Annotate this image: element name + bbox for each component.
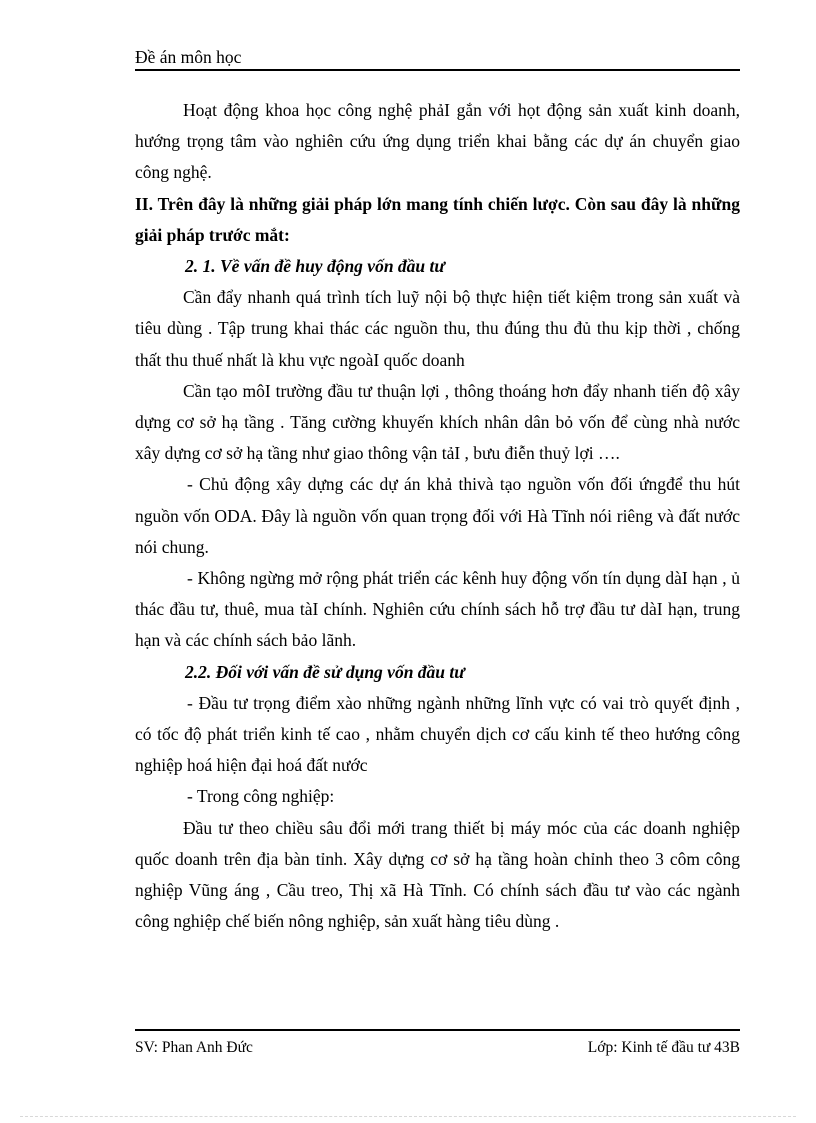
footer-rule — [135, 1029, 740, 1031]
paragraph: Cần đẩy nhanh quá trình tích luỹ nội bộ thực hiện tiết kiệm trong sản xuất và tiêu dùng . Tập trung khai thác các nguồn thu, thu đúng thu đủ thu kịp thời , chống thất thu thuế nhất là khu vực ngoàI quốc doanh — [135, 287, 740, 370]
bullet-paragraph: - Đầu tư trọng điểm xào những ngành những lĩnh vực có vai trò quyết định , có tốc độ phát triển kinh tế cao , nhằm chuyển dịch cơ cấu kinh tế theo hướng công nghiệp hoá hiện đại hoá đất nước — [135, 692, 740, 776]
paragraph: Đầu tư theo chiều sâu đổi mới trang thiết bị máy móc của các doanh nghiệp quốc doanh trên địa bàn tỉnh. Xây dựng cơ sở hạ tầng hoàn chỉnh theo 3 côm công nghiệp Vũng áng , Cầu treo, Thị xã Hà Tĩnh. Có chính sách đầu tư vào các ngành công nghiệp chế biến nông nghiệp, sản xuất hàng tiêu dùng . — [135, 817, 740, 932]
bullet-paragraph: - Không ngừng mở rộng phát triển các kênh huy động vốn tín dụng dàI hạn , ủ thác đầu tư, thuê, mua tàI chính. Nghiên cứu chính sách hỗ trợ đầu tư dàI hạn, trung hạn và các chính sách bảo lãnh. — [135, 568, 740, 651]
bullet-paragraph: - Trong công nghiệp: — [187, 786, 335, 807]
page-edge-divider — [20, 1116, 796, 1117]
section-heading: II. Trên đây là những giải pháp lớn mang tính chiến lược. Còn sau đây là những giải pháp trước mắt: — [135, 193, 740, 245]
footer-class: Lớp: Kinh tế đầu tư 43B — [587, 1039, 740, 1056]
bullet-paragraph: - Chủ động xây dựng các dự án khả thivà tạo nguồn vốn đối ứngđể thu hút nguồn vốn ODA. Đây là nguồn vốn quan trọng đối với Hà Tĩnh nói riêng và đất nước nói chung. — [135, 474, 740, 557]
subsection-heading: 2. 1. Về vấn đề huy động vốn đầu tư — [185, 256, 445, 277]
subsection-heading: 2.2. Đối với vấn đề sử dụng vốn đầu tư — [185, 661, 465, 682]
page-footer — [135, 1038, 740, 1058]
paragraph: Hoạt động khoa học công nghệ phảI gắn với họt động sản xuất kinh doanh, hướng trọng tâm vào nghiên cứu ứng dụng triển khai bằng các dự án chuyển giao công nghệ. — [135, 100, 740, 183]
header-rule — [135, 69, 740, 71]
document-body — [135, 95, 740, 937]
page-header: Đề án môn học — [135, 47, 242, 67]
paragraph: Cần tạo môI trường đầu tư thuận lợi , thông thoáng hơn đẩy nhanh tiến độ xây dựng cơ sở hạ tầng . Tăng cường khuyến khích nhân dân bỏ vốn để cùng nhà nước xây dựng cơ sở hạ tầng như giao thông vận tảI , bưu điễn thuỷ lợi …. — [135, 380, 740, 464]
footer-student: SV: Phan Anh Đức — [135, 1039, 253, 1056]
